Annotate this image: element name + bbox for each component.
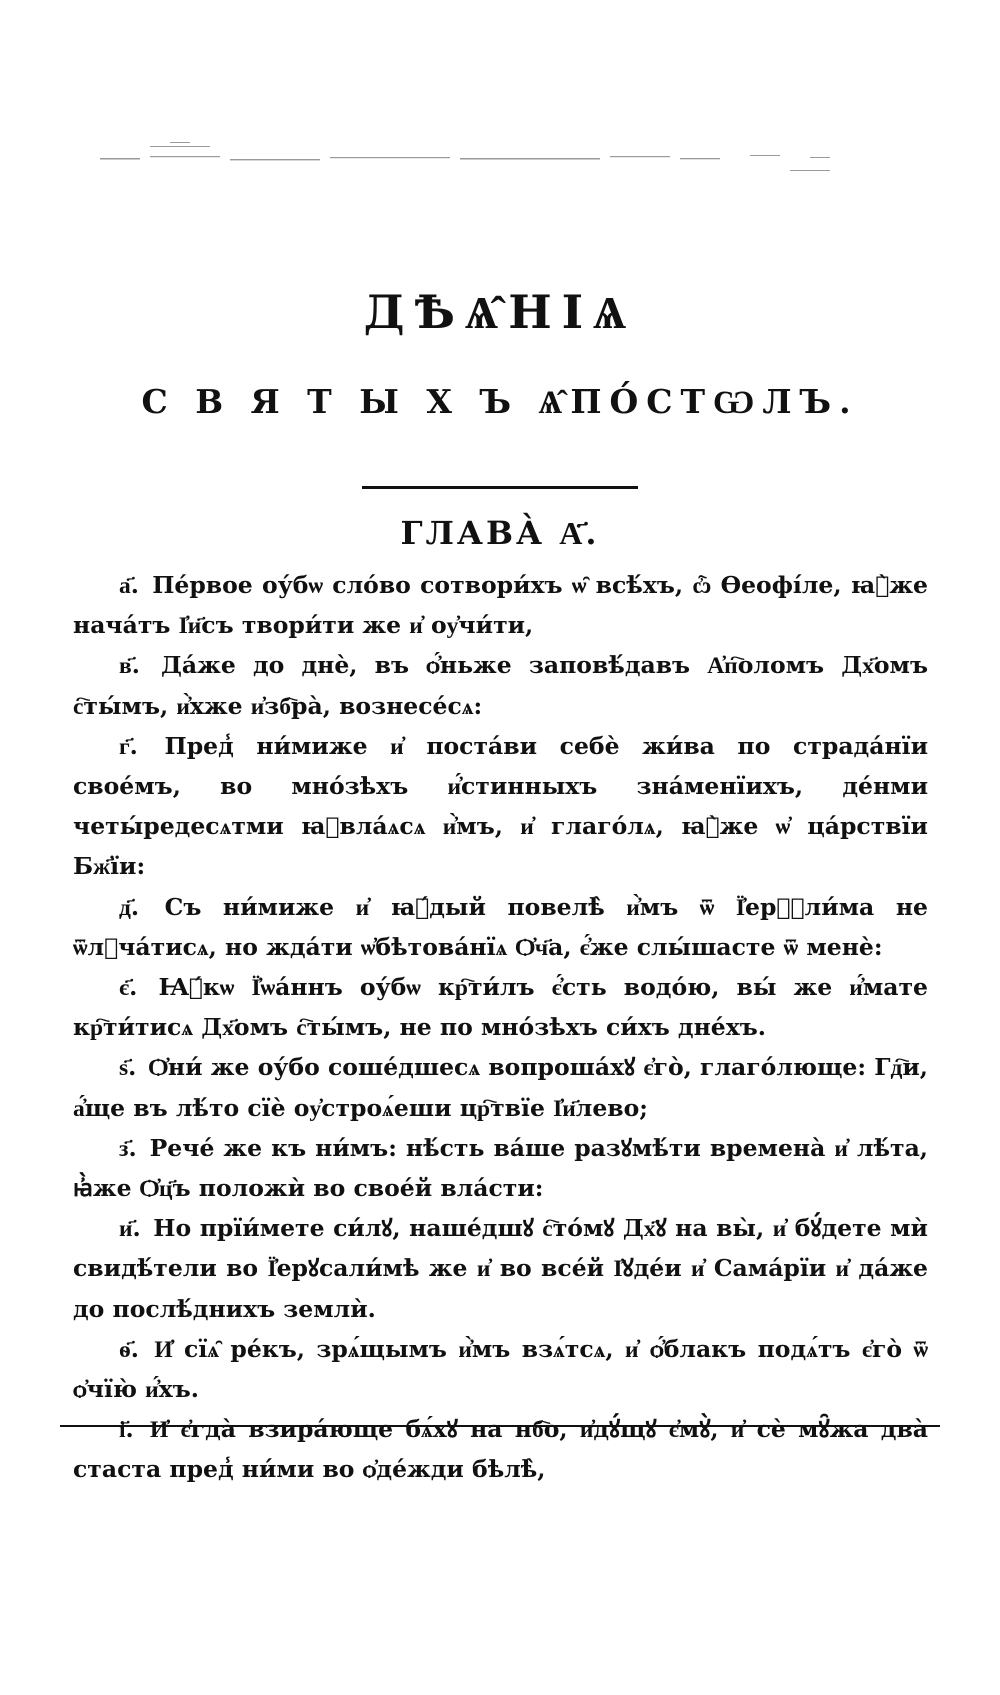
verse-number: и҃. xyxy=(119,1214,141,1243)
footer-divider xyxy=(60,1425,940,1427)
verse-number: з҃. xyxy=(119,1133,137,1162)
verse-4 xyxy=(73,887,928,967)
verse-number: а҃. xyxy=(119,571,139,599)
title-divider xyxy=(362,486,638,489)
chapter-heading: ГЛАВА̀ А҃. xyxy=(400,514,600,552)
verse-text: Рече́ же къ ни́мъ: нѣ́сть ва́ше разꙋмѣ́ти времена̀ и҆ лѣ́та, ꙗ҆̀же Ѻ҆ц҃ъ положѝ во свое́й вла́сти: xyxy=(73,1133,928,1203)
verse-text: И҆ є҆гда̀ взира́юще бѧ́хꙋ на нб҇о, и҆дꙋ́щꙋ є҆мꙋ̀, и҆ сѐ мꙋ̑жа два̀ стаста пред̾ ни́ми во ѻ҆де́жди бѣлѣ̀, xyxy=(73,1415,928,1484)
verse-1 xyxy=(73,565,928,645)
verse-5 xyxy=(73,967,928,1047)
page-subtitle: С В Я Т Ы Х Ъ Ѧ̂ПО́СТѠЛЪ. xyxy=(141,382,859,421)
verse-8 xyxy=(73,1208,928,1329)
verse-number: д҃. xyxy=(119,892,140,921)
verse-text: Ꙗ҆́кѡ Ї҆ѡа́ннъ оу́бѡ кр҇ти́лъ є҆́сть водо́ю, вы́ же и҆́мате кр҇ти́тисѧ Дх҃омъ с҇ты́мъ, не по мно́зѣхъ си́хъ дне́хъ. xyxy=(73,973,928,1042)
verse-number: є҃. xyxy=(119,973,138,1002)
verse-text: Пред̾ ни́миже и҆ поста́ви себѐ жи́ва по страда́нїи свое́мъ, во мно́зѣхъ и҆́стинныхъ зна́менїихъ, де́нми четы́редесѧтми ꙗ҆вла́ѧсѧ и҆̀мъ, и҆ глаго́лѧ, ꙗ҆̀же ѡ҆ ца́рствїи Бж҃їи: xyxy=(73,731,929,881)
page-title: ДѢѦ̂НІѦ xyxy=(363,285,637,339)
chapter-text xyxy=(73,565,928,1490)
verse-7 xyxy=(73,1128,928,1208)
verse-text: Съ ни́миже и҆ ꙗ҆́дый повелѣ̀ и҆̀мъ ѿ Ї҆ерⷭ҇ли́ма не ѿлꙋча́тисѧ, но жда́ти ѡ҆бѣтова́нїѧ Ѻ҆ч҃а, є҆́же слы́шасте ѿ менѐ: xyxy=(73,892,928,961)
verse-10 xyxy=(73,1409,928,1489)
verse-6 xyxy=(73,1047,928,1127)
verse-number: ѕ҃. xyxy=(119,1053,137,1082)
verse-number: і҃. xyxy=(119,1415,134,1444)
verse-number: г҃. xyxy=(119,731,138,760)
verse-text: Но прїи́мете си́лꙋ, наше́дшꙋ с҇то́мꙋ Дх҃ꙋ на вы̀, и҆ бꙋ́дете мѝ свидѣ́тели во Ї҆ерꙋсали́мѣ же и҆ во все́й І҆ꙋде́и и҆ Сама́рїи и҆ да́же до послѣ́днихъ землѝ. xyxy=(73,1214,928,1323)
verse-number: в҃. xyxy=(119,651,140,680)
verse-text: Да́же до днѐ, въ ѻ҆́ньже заповѣ́давъ А҆п҇оломъ Дх҃омъ с҇ты́мъ, и҆̀хже и҆зб҇ра̀, вознесе́сѧ: xyxy=(73,651,928,720)
verse-9 xyxy=(73,1329,928,1409)
verse-text: И҆ сїѧ̑ ре́къ, зрѧ́щымъ и҆̀мъ взѧ́тсѧ, и҆ ѻ҆́блакъ подѧ́тъ є҆го̀ ѿ ѻ҆чїю̀ и҆́хъ. xyxy=(73,1334,929,1404)
verse-text: Пе́рвое оу́бѡ сло́во сотвори́хъ ѡ̑ всѣ́хъ, ѽ Ѳеофі́ле, ꙗ҆̀же нача́тъ І҆и҃съ твори́ти же и҆ оу҆чи́ти, xyxy=(73,571,928,640)
verse-number: ѳ҃. xyxy=(119,1334,139,1363)
scan-artifact xyxy=(90,140,890,180)
verse-3 xyxy=(73,726,928,887)
verse-2 xyxy=(73,645,928,725)
verse-text: Ѻ҆ни́ же оу́бо сoше́дшесѧ вопроша́хꙋ є҆го̀, глаго́люще: Гд҇и, а҆́ще въ лѣ́то сїѐ оу҆строѧ́еши цр҇твїе І҆и҃левo; xyxy=(73,1053,928,1122)
